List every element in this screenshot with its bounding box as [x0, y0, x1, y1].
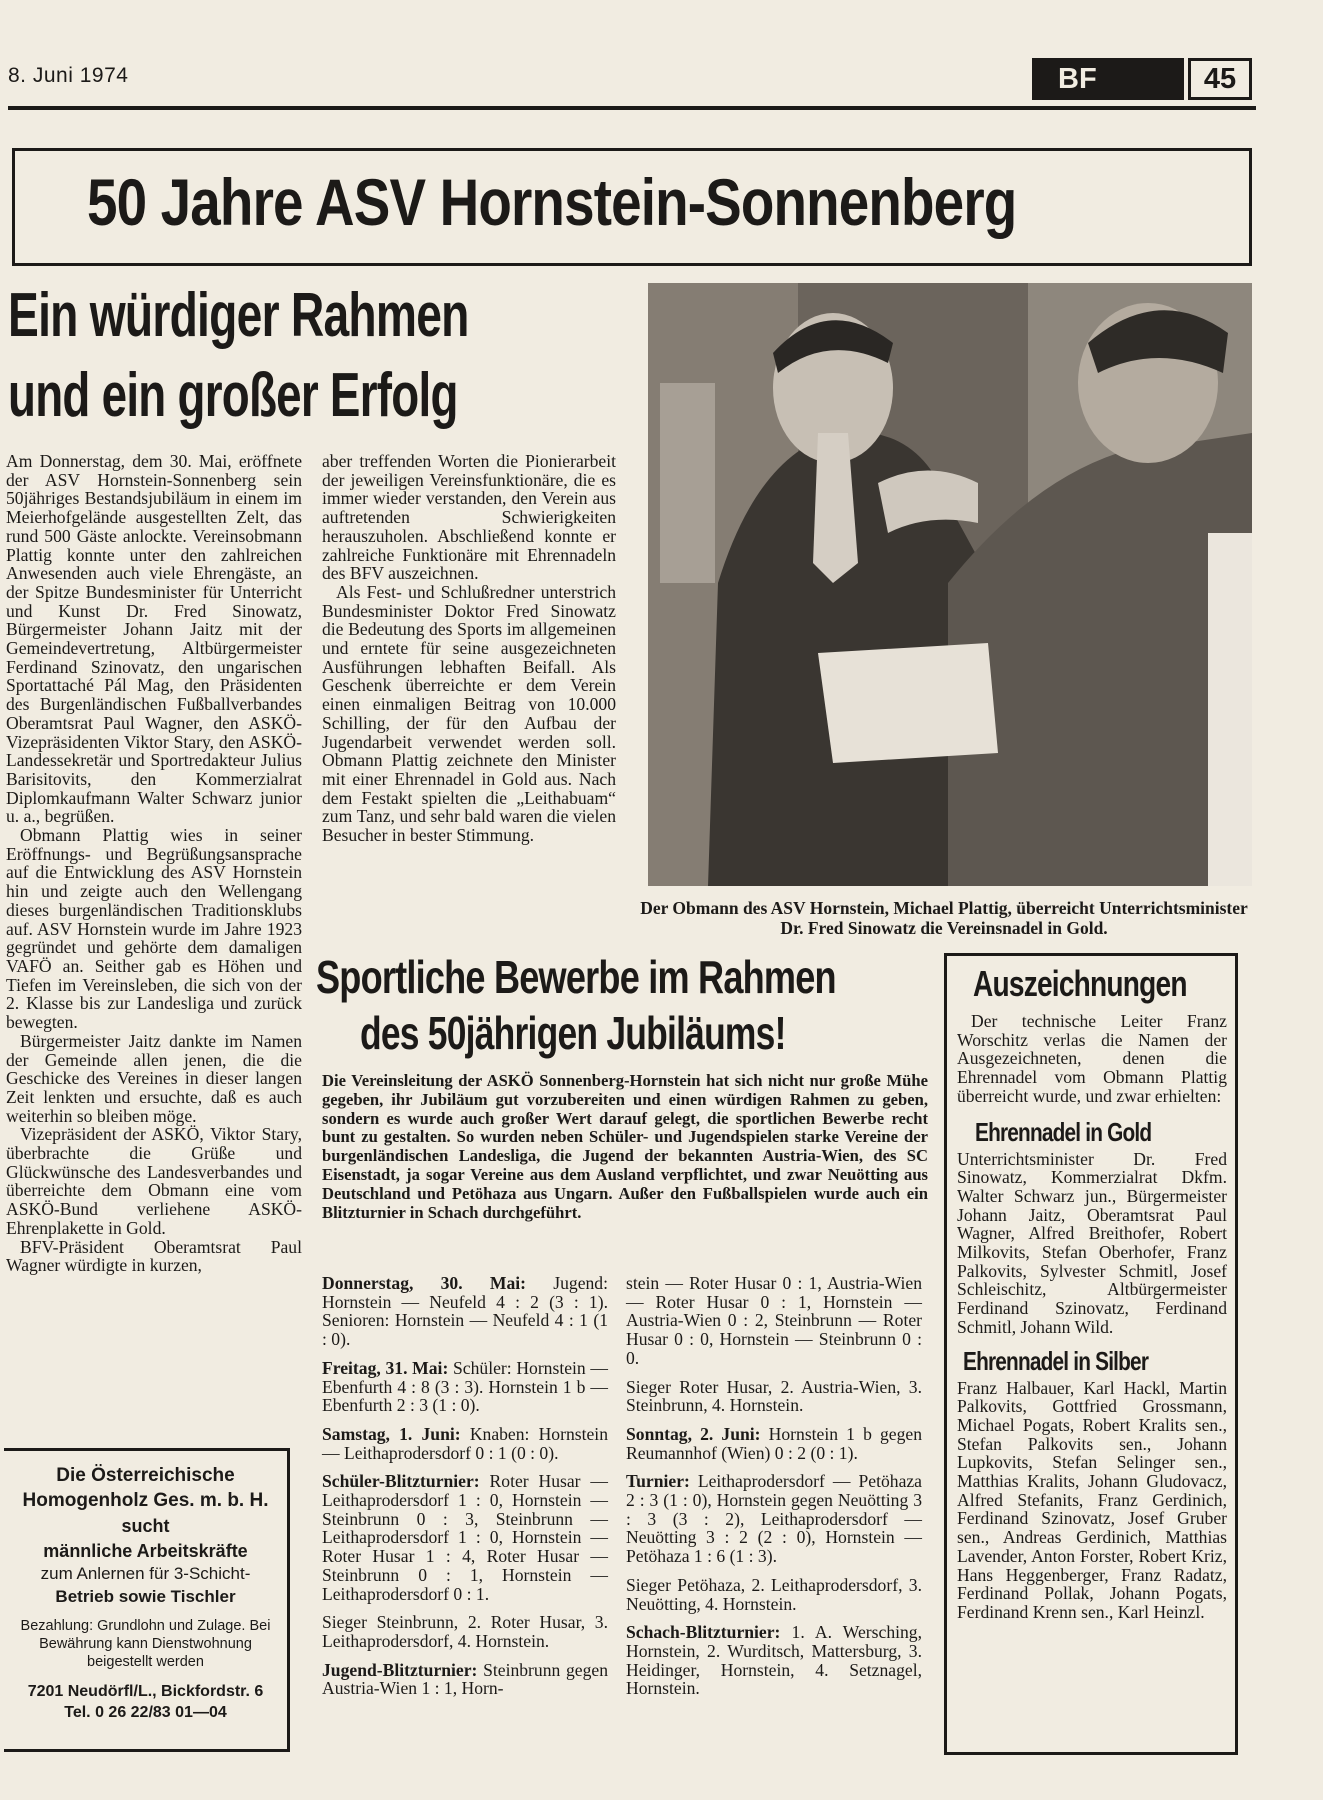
result-entry	[626, 1623, 922, 1698]
article1-paragraph: Bürgermeister Jaitz dankte im Namen der Gemeinde allen jenen, die die Geschicke des Vereines in dieser langen Zeit lenkten und ersuchte, daß es auch weiterhin so bleiben möge.	[6, 1030, 302, 1126]
result-label: Freitag, 31. Mai:	[322, 1357, 449, 1378]
article1-col1	[6, 452, 302, 1275]
result-entry	[322, 1425, 608, 1462]
result-text: Hornstein 1 b gegen Reumannhof (Wien) 0 : 2 (0 : 1).	[626, 1423, 922, 1463]
result-text: Sieger Roter Husar, 2. Austria-Wien, 3. Steinbrunn, 4. Hornstein.	[626, 1376, 922, 1416]
main-title: 50 Jahre ASV Hornstein-Sonnenberg	[87, 165, 1017, 239]
article1-paragraph: Als Fest- und Schlußredner unterstrich Bundesminister Doktor Fred Sinowatz die Bedeutung des Sports im allgemeinen und erntete für seine ausgezeichneten Ausführungen lebhaften Beifall. Als Geschenk überreichte er dem Verein einen einmaligen Beitrag von 10.000 Schilling, der für den Aufbau der Jugendarbeit verwendet werden soll. Obmann Plattig zeichnete den Minister mit einer Ehrennadel in Gold aus. Nach dem Festakt spielten die „Leithabuam“ zum Tanz, und sehr bald waren die vielen Besucher in bester Stimmung.	[322, 581, 616, 846]
gold-title: Ehrennadel in Gold	[975, 1116, 1152, 1147]
result-text: 1. A. Wersching, Hornstein, 2. Wurditsch, Mattersburg, 3. Heidinger, Hornstein, 4. Setznagel, Hornstein.	[626, 1622, 922, 1699]
result-entry	[322, 1274, 608, 1349]
result-text: Jugend: Hornstein — Neufeld 4 : 2 (3 : 1). Senioren: Hornstein — Neufeld 4 : 1 (1 : 0).	[322, 1273, 608, 1350]
gold-recipients: Unterrichtsminister Dr. Fred Sinowatz, Kommerzialrat Dkfm. Walter Schwarz jun., Bürgermeister Johann Jaitz, Oberamtsrat Paul Wagner, Alfred Breithofer, Robert Milkovits, Stefan Oberhofer, Franz Palkovits, Sylvester Schmitl, Josef Schleischitz, Altbürgermeister Ferdinand Szinovatz, Ferdinand Schmitl, Johann Wild.	[957, 1148, 1227, 1337]
result-label: Schach-Blitzturnier:	[626, 1622, 781, 1643]
page-number: 45	[1188, 58, 1252, 100]
article1-headline-line2: und ein großer Erfolg	[8, 361, 458, 430]
result-entry	[322, 1661, 608, 1698]
main-title-box	[12, 148, 1252, 266]
ad-line: Bezahlung: Grundlohn und Zulage. Bei Bewährung kann Dienstwohnung beigestellt werden	[20, 1618, 271, 1670]
result-text: Steinbrunn gegen Austria-Wien 1 : 1, Horn-	[322, 1659, 608, 1699]
article2-headline-line1: Sportliche Bewerbe im Rahmen	[316, 951, 836, 1003]
job-advertisement	[4, 1448, 290, 1752]
article1-headline-line1: Ein würdiger Rahmen	[8, 281, 469, 350]
result-label: Jugend-Blitzturnier:	[322, 1659, 478, 1680]
result-text: stein — Roter Husar 0 : 1, Austria-Wien — Roter Husar 0 : 1, Hornstein — Austria-Wien 0 : 2, Steinbrunn — Roter Husar 0 : 0, Hornstein — Steinbrunn 0 : 0.	[626, 1273, 922, 1368]
result-entry	[626, 1425, 922, 1462]
section-label: BF	[1032, 58, 1184, 100]
photo	[648, 283, 1252, 886]
silver-title: Ehrennadel in Silber	[963, 1345, 1149, 1376]
article1-paragraph: Vizepräsident der ASKÖ, Viktor Stary, überbrachte die Grüße und Glückwünsche des Landesverbandes und überreichte dem Obmann eine vom ASKÖ-Bund verliehene ASKÖ-Ehrenplakette in Gold.	[6, 1124, 302, 1238]
result-entry	[322, 1613, 608, 1650]
ad-line: Homogenholz Ges. m. b. H.	[22, 1490, 269, 1511]
silver-recipients: Franz Halbauer, Karl Hackl, Martin Palkovits, Gottfried Grossmann, Michael Pogats, Robert Kralits sen., Stefan Palkovits sen., Johann Lupkovits, Stefan Selinger sen., Matthias Kralits, Johann Gludovacz, Alfred Stefanits, Franz Gerdinich, Ferdinand Szinovatz, Josef Gruber sen., Andreas Gerdinich, Matthias Lavender, Anton Forster, Robert Kriz, Hans Heggenberger, Franz Radatz, Ferdinand Pollak, Johann Pogats, Ferdinand Krenn sen., Karl Heinzl.	[957, 1377, 1227, 1622]
result-label: Turnier:	[626, 1471, 690, 1492]
result-entry	[322, 1472, 608, 1603]
result-label: Donnerstag, 30. Mai:	[322, 1273, 527, 1293]
article2-col-left	[322, 1274, 608, 1708]
result-label: Sonntag, 2. Juni:	[626, 1423, 761, 1444]
result-label: Samstag, 1. Juni:	[322, 1423, 461, 1444]
ad-line: männliche Arbeitskräfte	[43, 1541, 248, 1561]
result-text: Leithaprodersdorf — Petöhaza 2 : 3 (1 : 0), Hornstein gegen Neuötting 3 : 3 (3 : 2), Leithaprodersdorf — Neuötting 3 : 2 (2 : 0), Hornstein — Petöhaza 1 : 6 (1 : 3).	[626, 1471, 922, 1567]
ad-line: sucht	[121, 1516, 170, 1536]
ad-line: Die Österreichische	[56, 1465, 235, 1486]
result-text: Sieger Petöhaza, 2. Leithaprodersdorf, 3. Neuötting, 4. Hornstein.	[626, 1574, 922, 1614]
issue-date: 8. Juni 1974	[8, 64, 129, 87]
result-text: Schüler: Hornstein — Ebenfurth 4 : 8 (3 : 3). Hornstein 1 b — Ebenfurth 2 : 3 (1 : 0).	[322, 1357, 608, 1416]
article1-paragraph: BFV-Präsident Oberamtsrat Paul Wagner würdigte in kurzen,	[6, 1236, 302, 1276]
photo-illustration	[648, 283, 1252, 886]
article2-col-right	[626, 1274, 922, 1708]
result-entry	[626, 1274, 922, 1368]
result-label: Schüler-Blitzturnier:	[322, 1471, 480, 1492]
masthead-rule	[8, 106, 1256, 110]
result-text: Sieger Steinbrunn, 2. Roter Husar, 3. Leithaprodersdorf, 4. Hornstein.	[322, 1612, 608, 1651]
result-entry	[626, 1378, 922, 1415]
awards-title: Auszeichnungen	[973, 963, 1187, 1004]
result-text: Knaben: Hornstein — Leithaprodersdorf 0 : 1 (0 : 0).	[322, 1423, 608, 1463]
awards-box	[944, 953, 1238, 1755]
result-text: Roter Husar — Leithaprodersdorf 1 : 0, Hornstein — Steinbrunn 0 : 3, Steinbrunn — Leithaprodersdorf 1 : 0, Hornstein — Roter Husar 1 : 4, Roter Husar — Steinbrunn 0 : 1, Hornstein — Leithaprodersdorf 0 : 1.	[322, 1471, 608, 1604]
result-entry	[322, 1359, 608, 1415]
result-entry	[626, 1576, 922, 1613]
ad-line: Betrieb sowie Tischler	[55, 1587, 236, 1606]
article1-paragraph: Obmann Plattig wies in seiner Eröffnungs- und Begrüßungsansprache auf die Entwicklung des ASV Hornstein hin und zeigte auch den Wellengang dieses burgenländischen Traditionsklubs auf. ASV Hornstein wurde im Jahre 1923 gegründet und gehörte dem damaligen VAFÖ an. Seither gab es Höhen und Tiefen im Vereinsleben, die sich von der 2. Klasse bis zur Landesliga und zurück bewegten.	[6, 825, 302, 1033]
ad-line: Tel. 0 26 22/83 01—04	[64, 1704, 227, 1721]
ad-line: zum Anlernen für 3-Schicht-	[40, 1564, 251, 1583]
article1-paragraph: Am Donnerstag, dem 30. Mai, eröffnete der ASV Hornstein-Sonnenberg sein 50jähriges Bestandsjubiläum in einem im Meierhofgelände ausgestellten Zelt, das rund 500 Gäste anlockte. Vereinsobmann Plattig konnte unter den zahlreichen Anwesenden auch viele Ehrengäste, an der Spitze Bundesminister für Unterricht und Kunst Dr. Fred Sinowatz, Bürgermeister Johann Jaitz mit der Gemeindevertretung, Altbürgermeister Ferdinand Szinovatz, den ungarischen Sportattaché Pál Mag, den Präsidenten des Burgenländischen Fußballverbandes Oberamtsrat Paul Wagner, den ASKÖ-Vizepräsidenten Viktor Stary, den ASKÖ-Landessekretär und Sportredakteur Julius Barisitovits, den Kommerzialrat Diplomkaufmann Walter Schwarz junior u. a., begrüßen.	[6, 451, 302, 827]
awards-intro: Der technische Leiter Franz Worschitz verlas die Namen der Ausgezeichneten, denen die Ehrennadel vom Obmann Plattig überreicht wurde, und zwar erhielten:	[957, 1011, 1227, 1106]
ad-line: 7201 Neudörfl/L., Bickfordstr. 6	[27, 1683, 264, 1700]
article1-col2	[322, 452, 616, 845]
article2-lead: Die Vereinsleitung der ASKÖ Sonnenberg-Hornstein hat sich nicht nur große Mühe gegeben, ihr Jubiläum gut vorzubereiten und einen würdigen Rahmen zu geben, sondern es wurde auch großer Wert darauf gelegt, die sportlichen Bewerbe recht bunt zu gestalten. So wurden neben Schüler- und Jugendspielen starke Vereine der burgenländischen Landesliga, die Jugend der bekannten Austria-Wien, des SC Eisenstadt, ja sogar Vereine aus dem Ausland verpflichtet, und zwar Neuötting aus Deutschland und Petöhaza aus Ungarn. Außer den Fußballspielen wurde auch ein Blitzturnier in Schach durchgeführt.	[322, 1071, 928, 1222]
photo-caption: Der Obmann des ASV Hornstein, Michael Plattig, überreicht Unterrichtsminister Dr. Fred Sinowatz die Vereinsnadel in Gold.	[640, 898, 1248, 938]
result-entry	[626, 1472, 922, 1566]
article2-headline-line2: des 50jährigen Jubiläums!	[360, 1007, 786, 1059]
article1-paragraph: aber treffenden Worten die Pionierarbeit der jeweiligen Vereinsfunktionäre, die es immer wieder verstanden, den Verein aus auftretenden Schwierigkeiten herauszuholen. Abschließend konnte er zahlreiche Funktionäre mit Ehrennadeln des BFV auszeichnen.	[322, 451, 616, 584]
